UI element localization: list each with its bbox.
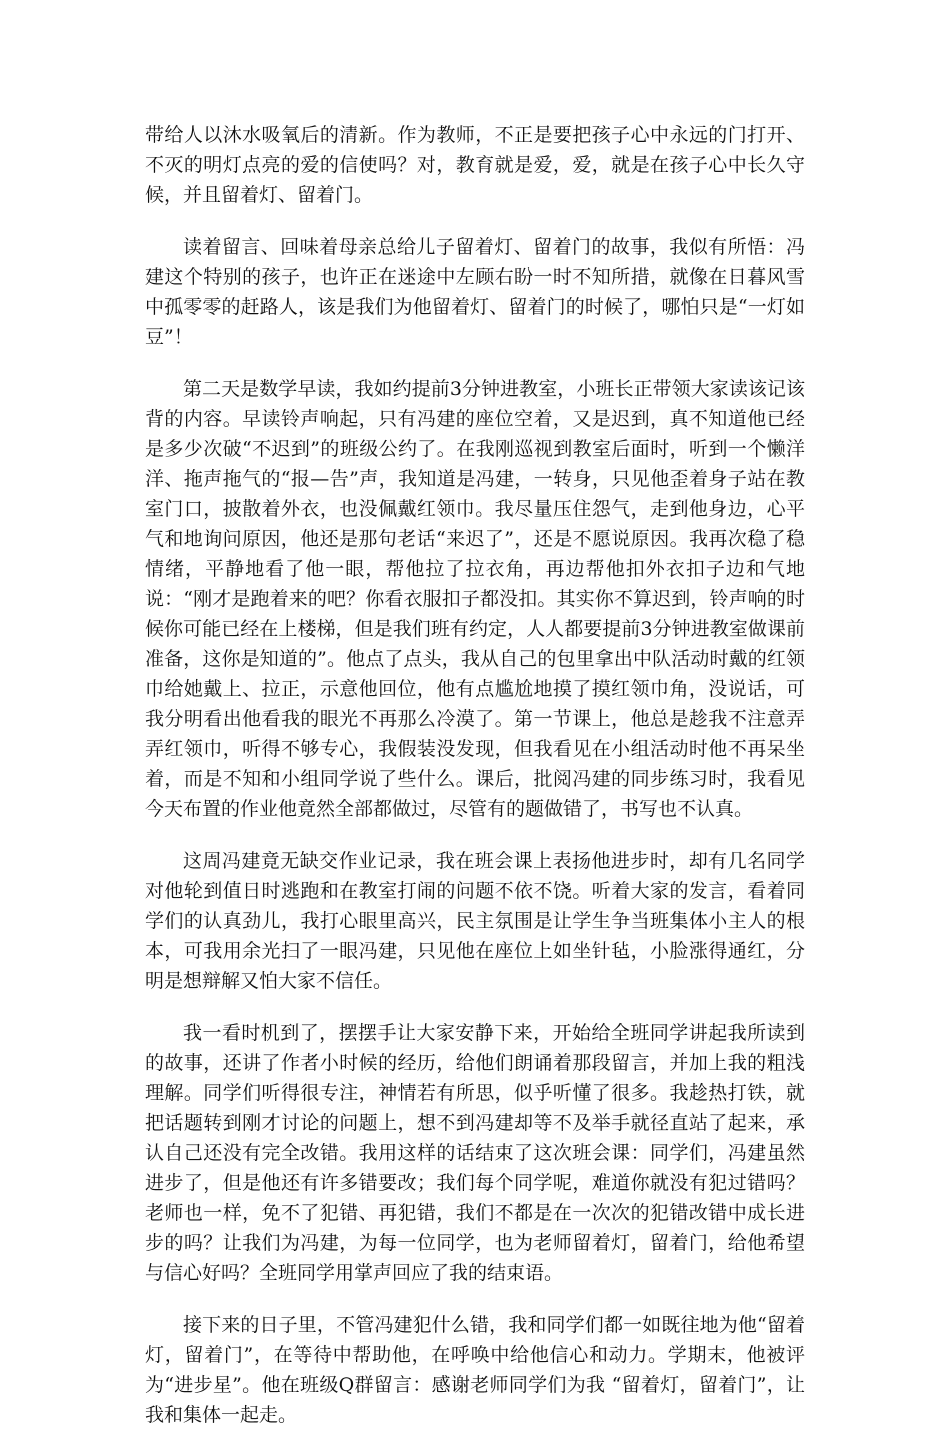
paragraph-4: 这周冯建竟无缺交作业记录，我在班会课上表扬他进步时，却有几名同学对他轮到值日时逃跑和在教室打闹的问题不依不饶。听着大家的发言，看着同学们的认真劲儿，我打心眼里高兴，民主氛围是让学生争当班集体小主人的根本，可我用余光扫了一眼冯建，只见他在座位上如坐针毡，小脸涨得通红，分明是想辩解又怕大家不信任。 bbox=[145, 850, 805, 992]
paragraph-5: 我一看时机到了，摆摆手让大家安静下来，开始给全班同学讲起我所读到的故事，还讲了作者小时候的经历，给他们朗诵着那段留言，并加上我的粗浅理解。同学们听得很专注，神情若有所思，似乎听懂了很多。我趁热打铁，就把话题转到刚才讨论的问题上，想不到冯建却等不及举手就径直站了起来，承认自己还没有完全改错。我用这样的话结束了这次班会课：同学们，冯建虽然进步了，但是他还有许多错要改；我们每个同学呢，难道你就没有犯过错吗？老师也一样，免不了犯错、再犯错，我们不都是在一次次的犯错改错中成长进步的吗？让我们为冯建，为每一位同学，也为老师留着灯，留着门，给他希望与信心好吗？全班同学用掌声回应了我的结束语。 bbox=[145, 1022, 805, 1284]
paragraph-3: 第二天是数学早读，我如约提前3分钟进教室，小班长正带领大家读该记该背的内容。早读铃声响起，只有冯建的座位空着，又是迟到，真不知道他已经是多少次破“不迟到”的班级公约了。在我刚巡视到教室后面时，听到一个懒洋洋、拖声拖气的“报—告”声，我知道是冯建，一转身，只见他歪着身子站在教室门口，披散着外衣，也没佩戴红领巾。我尽量压住怨气，走到他身边，心平气和地询问原因，他还是那句老话“来迟了”，还是不愿说原因。我再次稳了稳情绪，平静地看了他一眼，帮他拉了拉衣角，再边帮他扣外衣扣子边和气地说：“刚才是跑着来的吧？你看衣服扣子都没扣。其实你不算迟到，铃声响的时候你可能已经在上楼梯，但是我们班有约定，人人都要提前3分钟进教室做课前准备，这你是知道的”。他点了点头，我从自己的包里拿出中队活动时戴的红领巾给她戴上、拉正，示意他回位，他有点尴尬地摸了摸红领巾角，没说话，可我分明看出他看我的眼光不再那么冷漠了。第一节课上，他总是趁我不注意弄弄红领巾，听得不够专心，我假装没发现，但我看见在小组活动时他不再呆坐着，而是不知和小组同学说了些什么。课后，批阅冯建的同步练习时，我看见今天布置的作业他竟然全部都做过，尽管有的题做错了，书写也不认真。 bbox=[145, 378, 805, 820]
document-body bbox=[145, 120, 805, 1452]
paragraph-6: 接下来的日子里，不管冯建犯什么错，我和同学们都一如既往地为他“留着灯，留着门”，在等待中帮助他，在呼唤中给他信心和动力。学期末，他被评为“进步星”。他在班级Q群留言：感谢老师同学们为我 “留着灯，留着门”，让我和集体一起走。 bbox=[145, 1314, 805, 1426]
paragraph-2: 读着留言、回味着母亲总给儿子留着灯、留着门的故事，我似有所悟：冯建这个特别的孩子，也许正在迷途中左顾右盼一时不知所措，就像在日暮风雪中孤零零的赶路人，该是我们为他留着灯、留着门的时候了，哪怕只是“一灯如豆”！ bbox=[145, 236, 805, 348]
paragraph-1: 带给人以沐水吸氧后的清新。作为教师，不正是要把孩子心中永远的门打开、不灭的明灯点亮的爱的信使吗？对，教育就是爱，爱，就是在孩子心中长久守候，并且留着灯、留着门。 bbox=[145, 124, 805, 206]
